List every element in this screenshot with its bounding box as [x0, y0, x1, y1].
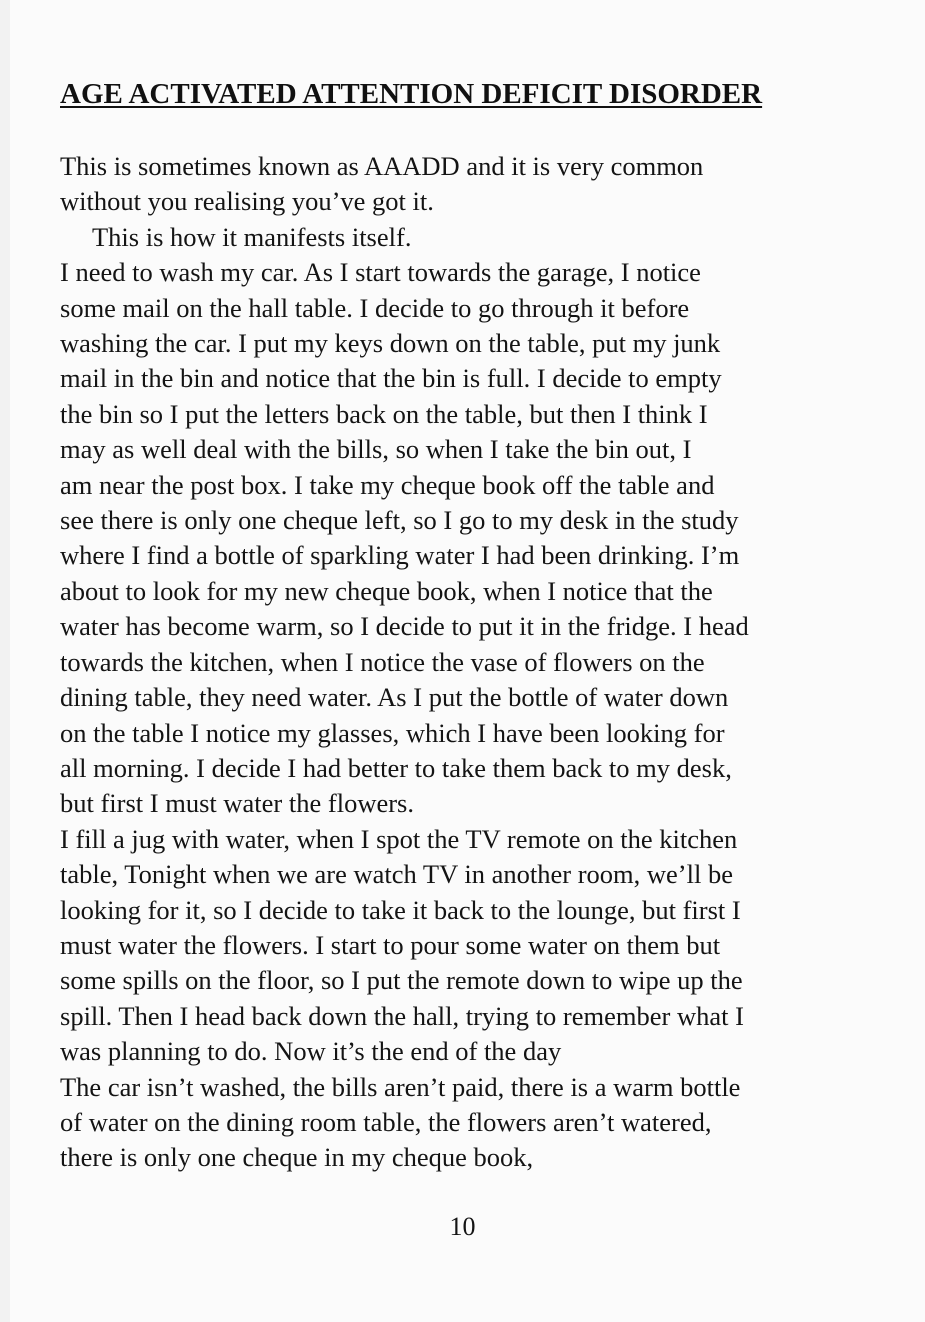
- text-line: washing the car. I put my keys down on the table, put my junk: [60, 328, 721, 359]
- text-line: table, Tonight when we are watch TV in another room, we’ll be: [60, 859, 733, 890]
- text-line: The car isn’t washed, the bills aren’t paid, there is a warm bottle: [60, 1071, 741, 1102]
- text-line: there is only one cheque in my cheque book,: [60, 1142, 534, 1173]
- text-line: where I find a bottle of sparkling water I had been drinking. I’m: [60, 540, 740, 571]
- text-line: without you realising you’ve got it.: [60, 186, 434, 217]
- text-line: spill. Then I head back down the hall, trying to remember what I: [60, 1000, 744, 1031]
- text-line: the bin so I put the letters back on the table, but then I think I: [60, 398, 708, 429]
- text-line: but first I must water the flowers.: [60, 788, 414, 819]
- page-number: 10: [449, 1212, 476, 1241]
- text-line: may as well deal with the bills, so when I take the bin out, I: [60, 434, 692, 465]
- text-line: I need to wash my car. As I start towards the garage, I notice: [60, 257, 701, 288]
- text-line: some mail on the hall table. I decide to go through it before: [60, 292, 690, 323]
- text-line: dining table, they need water. As I put the bottle of water down: [60, 682, 729, 713]
- text-line: of water on the dining room table, the flowers aren’t watered,: [60, 1106, 712, 1137]
- body-text: [60, 149, 890, 1176]
- text-line: see there is only one cheque left, so I go to my desk in the study: [60, 505, 739, 536]
- text-line: was planning to do. Now it’s the end of the day: [60, 1036, 562, 1067]
- text-line: on the table I notice my glasses, which I have been looking for: [60, 717, 725, 748]
- text-line: must water the flowers. I start to pour some water on them but: [60, 929, 721, 960]
- text-line: some spills on the floor, so I put the remote down to wipe up the: [60, 965, 743, 996]
- scan-edge-shadow: [0, 0, 10, 1322]
- text-line: mail in the bin and notice that the bin is full. I decide to empty: [60, 363, 722, 394]
- text-line: This is sometimes known as AAADD and it is very common: [60, 151, 704, 181]
- text-line: am near the post box. I take my cheque book off the table and: [60, 469, 715, 500]
- text-line: This is how it manifests itself.: [92, 221, 412, 252]
- text-line: I fill a jug with water, when I spot the TV remote on the kitchen: [60, 823, 738, 854]
- text-line: towards the kitchen, when I notice the vase of flowers on the: [60, 646, 705, 677]
- text-line: water has become warm, so I decide to put it in the fridge. I head: [60, 611, 749, 642]
- text-line: all morning. I decide I had better to take them back to my desk,: [60, 752, 732, 783]
- text-line: about to look for my new cheque book, when I notice that the: [60, 575, 713, 606]
- page-title: AGE ACTIVATED ATTENTION DEFICIT DISORDER: [60, 78, 763, 110]
- text-line: looking for it, so I decide to take it back to the lounge, but first I: [60, 894, 741, 925]
